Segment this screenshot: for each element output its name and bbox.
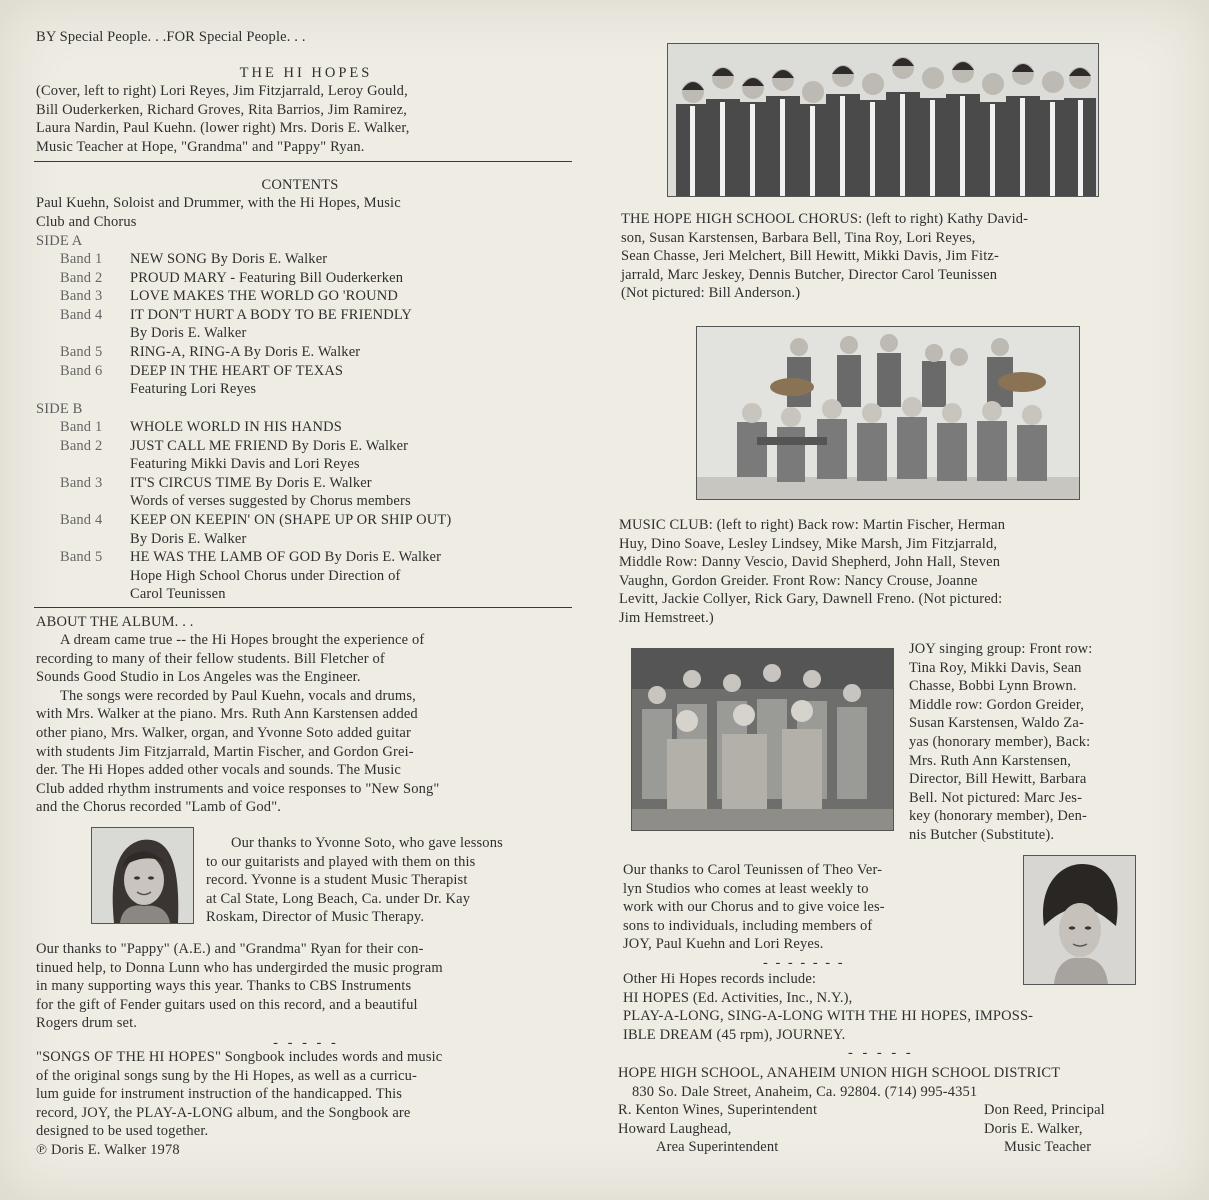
music-club-photo: [696, 326, 1080, 500]
text-line: MUSIC CLUB: (left to right) Back row: Martin Fischer, Herman: [619, 517, 1006, 533]
text-line: nis Butcher (Substitute).: [909, 826, 1055, 843]
text-line: jarrald, Marc Jeskey, Dennis Butcher, Director Carol Teunissen: [621, 266, 998, 283]
text-line: recording to many of their fellow students. Bill Fletcher of: [36, 650, 385, 667]
joy-caption: [909, 640, 1189, 845]
text-line: lyn Studios who comes at least weekly to: [623, 880, 869, 897]
text-line: PLAY-A-LONG, SING-A-LONG WITH THE HI HOPES, IMPOSS-: [623, 1008, 1034, 1025]
text-line: A dream came true -- the Hi Hopes brought the experience of: [60, 632, 425, 648]
text-line: Rogers drum set.: [36, 1015, 138, 1032]
header-tagline: BY Special People. . .FOR Special People. . .: [36, 29, 306, 45]
track-credit: By Doris E. Walker: [130, 325, 247, 342]
yvonne-thanks: [206, 834, 606, 927]
text-line: key (honorary member), Den-: [909, 808, 1087, 825]
band-label: Band 2: [60, 269, 103, 286]
track-title: HE WAS THE LAMB OF GOD By Doris E. Walker: [130, 549, 442, 566]
band-label: Band 6: [60, 362, 103, 379]
songbook-note: [36, 1048, 596, 1160]
text-line: JOY, Paul Kuehn and Lori Reyes.: [623, 936, 824, 953]
text-line: designed to be used together.: [36, 1123, 209, 1140]
track-title: IT'S CIRCUS TIME By Doris E. Walker: [130, 474, 372, 491]
text-line: Chasse, Bobbi Lynn Brown.: [909, 678, 1077, 695]
text-line: Bell. Not pictured: Marc Jes-: [909, 789, 1083, 806]
other-records: [623, 970, 1183, 1063]
track-title: NEW SONG By Doris E. Walker: [130, 251, 328, 267]
track-item: [60, 287, 580, 306]
track-title: KEEP ON KEEPIN' ON (SHAPE UP OR SHIP OUT): [130, 511, 452, 528]
track-title: PROUD MARY - Featuring Bill Ouderkerken: [130, 269, 404, 286]
band-label: Band 1: [60, 419, 103, 435]
contents-intro: [36, 194, 581, 231]
text-line: der. The Hi Hopes added other vocals and sounds. The Music: [36, 762, 401, 779]
band-label: Band 4: [60, 306, 103, 323]
text-line: and the Chorus recorded "Lamb of God".: [36, 799, 282, 816]
divider: [34, 607, 572, 608]
caption-line: Laura Nardin, Paul Kuehn. (lower right) Mrs. Doris E. Walker,: [36, 120, 410, 137]
text-line: Sean Chasse, Jeri Melchert, Bill Hewitt, Mikki Davis, Jim Fitz-: [621, 248, 999, 265]
staff-left: [618, 1101, 938, 1157]
carol-teunissen-portrait: [1023, 855, 1136, 985]
dash-separator: - - - - -: [848, 1045, 914, 1062]
side-b-label: SIDE B: [36, 401, 83, 417]
track-credit: Featuring Mikki Davis and Lori Reyes: [130, 456, 360, 473]
track-item: [60, 343, 580, 362]
text-line: with students Jim Fitzjarrald, Martin Fischer, and Gordon Grei-: [36, 743, 414, 760]
copyright: ℗ Doris E. Walker 1978: [36, 1141, 180, 1158]
school-name: HOPE HIGH SCHOOL, ANAHEIM UNION HIGH SCHOOL DISTRICT: [618, 1065, 1061, 1081]
text-line: Middle Row: Danny Vescio, David Shepherd, John Hall, Steven: [619, 554, 1001, 571]
track-item: [60, 474, 580, 511]
intro-line: Club and Chorus: [36, 213, 137, 230]
caption-line: Bill Ouderkerken, Richard Groves, Rita Barrios, Jim Ramirez,: [36, 101, 408, 118]
text-line: Huy, Dino Soave, Lesley Lindsey, Mike Marsh, Jim Fitzjarrald,: [619, 535, 998, 552]
track-title: WHOLE WORLD IN HIS HANDS: [130, 419, 342, 435]
track-item: [60, 269, 580, 288]
text-line: of the original songs sung by the Hi Hopes, as well as a curricu-: [36, 1067, 418, 1084]
text-line: Club added rhythm instruments and voice responses to "New Song": [36, 780, 440, 797]
carol-thanks: [623, 861, 1023, 973]
music-teacher-name: Doris E. Walker,: [984, 1120, 1083, 1137]
track-title: RING-A, RING-A By Doris E. Walker: [130, 343, 361, 360]
hi-hopes-title: THE HI HOPES: [239, 65, 373, 81]
text-line: record. Yvonne is a student Music Therapist: [206, 872, 468, 889]
track-item: [60, 511, 580, 548]
text-line: Mrs. Ruth Ann Karstensen,: [909, 752, 1072, 769]
text-line: Director, Bill Hewitt, Barbara: [909, 771, 1087, 788]
caption-line: Music Teacher at Hope, "Grandma" and "Pappy" Ryan.: [36, 138, 365, 155]
text-line: "SONGS OF THE HI HOPES" Songbook includes words and music: [36, 1049, 443, 1065]
track-credit: Featuring Lori Reyes: [130, 381, 257, 398]
superintendent: R. Kenton Wines, Superintendent: [618, 1102, 818, 1118]
text-line: with Mrs. Walker at the piano. Mrs. Ruth Ann Karstensen added: [36, 706, 418, 723]
track-credit: Hope High School Chorus under Direction of: [130, 567, 401, 584]
text-line: Our thanks to Carol Teunissen of Theo Ver-: [623, 862, 883, 878]
text-line: Vaughn, Gordon Greider. Front Row: Nancy Crouse, Joanne: [619, 572, 978, 589]
track-item: [60, 418, 580, 437]
text-line: record, JOY, the PLAY-A-LONG album, and the Songbook are: [36, 1104, 411, 1121]
text-line: lum guide for instrument instruction of the handicapped. This: [36, 1086, 403, 1103]
text-line: Other Hi Hopes records include:: [623, 971, 817, 987]
band-label: Band 2: [60, 437, 103, 454]
text-line: Tina Roy, Mikki Davis, Sean: [909, 659, 1082, 676]
track-item: [60, 437, 580, 474]
text-line: yas (honorary member), Back:: [909, 733, 1091, 750]
text-line: for the gift of Fender guitars used on this record, and a beautiful: [36, 996, 418, 1013]
track-item: [60, 548, 580, 604]
side-b-list: [60, 418, 580, 604]
text-line: in many supporting ways this year. Thanks to CBS Instruments: [36, 978, 412, 995]
dash-separator: - - - - - - -: [763, 954, 845, 971]
text-line: Sounds Good Studio in Los Angeles was the Engineer.: [36, 669, 361, 686]
side-a-label: SIDE A: [36, 233, 83, 249]
area-superintendent-name: Howard Laughead,: [618, 1120, 732, 1137]
divider: [34, 161, 572, 162]
staff-right: [984, 1101, 1184, 1157]
text-line: Roskam, Director of Music Therapy.: [206, 909, 425, 926]
band-label: Band 5: [60, 343, 103, 360]
principal: Don Reed, Principal: [984, 1102, 1105, 1118]
music-club-caption: [619, 516, 1179, 628]
about-title: ABOUT THE ALBUM. . .: [36, 614, 194, 630]
text-line: Our thanks to Yvonne Soto, who gave lessons: [231, 835, 503, 851]
area-superintendent-title: Area Superintendent: [656, 1139, 779, 1156]
chorus-photo: [667, 43, 1099, 197]
music-teacher-title: Music Teacher: [1004, 1139, 1092, 1156]
text-line: Our thanks to "Pappy" (A.E.) and "Grandma" Ryan for their con-: [36, 941, 424, 957]
chorus-caption: [621, 210, 1181, 303]
text-line: son, Susan Karstensen, Barbara Bell, Tina Roy, Lori Reyes,: [621, 229, 976, 246]
text-line: (Not pictured: Bill Anderson.): [621, 285, 801, 302]
caption-line: (Cover, left to right) Lori Reyes, Jim Fitzjarrald, Leroy Gould,: [36, 83, 408, 99]
text-line: Levitt, Jackie Collyer, Rick Gary, Dawnell Freno. (Not pictured:: [619, 591, 1003, 608]
text-line: Middle row: Gordon Greider,: [909, 696, 1085, 713]
ryan-thanks: [36, 940, 596, 1033]
track-credit: By Doris E. Walker: [130, 530, 247, 547]
text-line: to our guitarists and played with them on this: [206, 853, 476, 870]
band-label: Band 4: [60, 511, 103, 528]
text-line: work with our Chorus and to give voice les-: [623, 899, 885, 916]
yvonne-soto-portrait: [91, 827, 194, 924]
contents-title: CONTENTS: [261, 177, 339, 193]
track-item: [60, 306, 580, 343]
text-line: IBLE DREAM (45 rpm), JOURNEY.: [623, 1026, 846, 1043]
track-item: [60, 250, 580, 269]
band-label: Band 5: [60, 549, 103, 566]
track-title: JUST CALL ME FRIEND By Doris E. Walker: [130, 437, 409, 454]
track-item: [60, 362, 580, 399]
band-label: Band 1: [60, 251, 103, 267]
text-line: The songs were recorded by Paul Kuehn, vocals and drums,: [60, 687, 416, 704]
hi-hopes-caption: [36, 82, 581, 156]
text-line: HI HOPES (Ed. Activities, Inc., N.Y.),: [623, 989, 853, 1006]
text-line: JOY singing group: Front row:: [909, 641, 1093, 657]
school-address: 830 So. Dale Street, Anaheim, Ca. 92804. (714) 995-4351: [632, 1084, 978, 1100]
track-title: LOVE MAKES THE WORLD GO 'ROUND: [130, 288, 398, 305]
text-line: THE HOPE HIGH SCHOOL CHORUS: (left to right) Kathy David-: [621, 211, 1029, 227]
text-line: tinued help, to Donna Lunn who has undergirded the music program: [36, 959, 443, 976]
text-line: Susan Karstensen, Waldo Za-: [909, 715, 1084, 732]
text-line: at Cal State, Long Beach, Ca. under Dr. Kay: [206, 890, 471, 907]
band-label: Band 3: [60, 288, 103, 305]
text-line: sons to individuals, including members of: [623, 917, 873, 934]
track-credit: Carol Teunissen: [130, 586, 226, 603]
dash-separator: - - - - -: [273, 1035, 339, 1051]
track-title: DEEP IN THE HEART OF TEXAS: [130, 362, 344, 379]
about-para-1: [36, 631, 596, 817]
text-line: Jim Hemstreet.): [619, 609, 714, 626]
band-label: Band 3: [60, 474, 103, 491]
track-credit: Words of verses suggested by Chorus members: [130, 493, 411, 510]
track-title: IT DON'T HURT A BODY TO BE FRIENDLY: [130, 306, 413, 323]
side-a-list: [60, 250, 580, 399]
joy-group-photo: [631, 648, 894, 831]
intro-line: Paul Kuehn, Soloist and Drummer, with the Hi Hopes, Music: [36, 195, 401, 211]
text-line: other piano, Mrs. Walker, organ, and Yvonne Soto added guitar: [36, 724, 411, 741]
